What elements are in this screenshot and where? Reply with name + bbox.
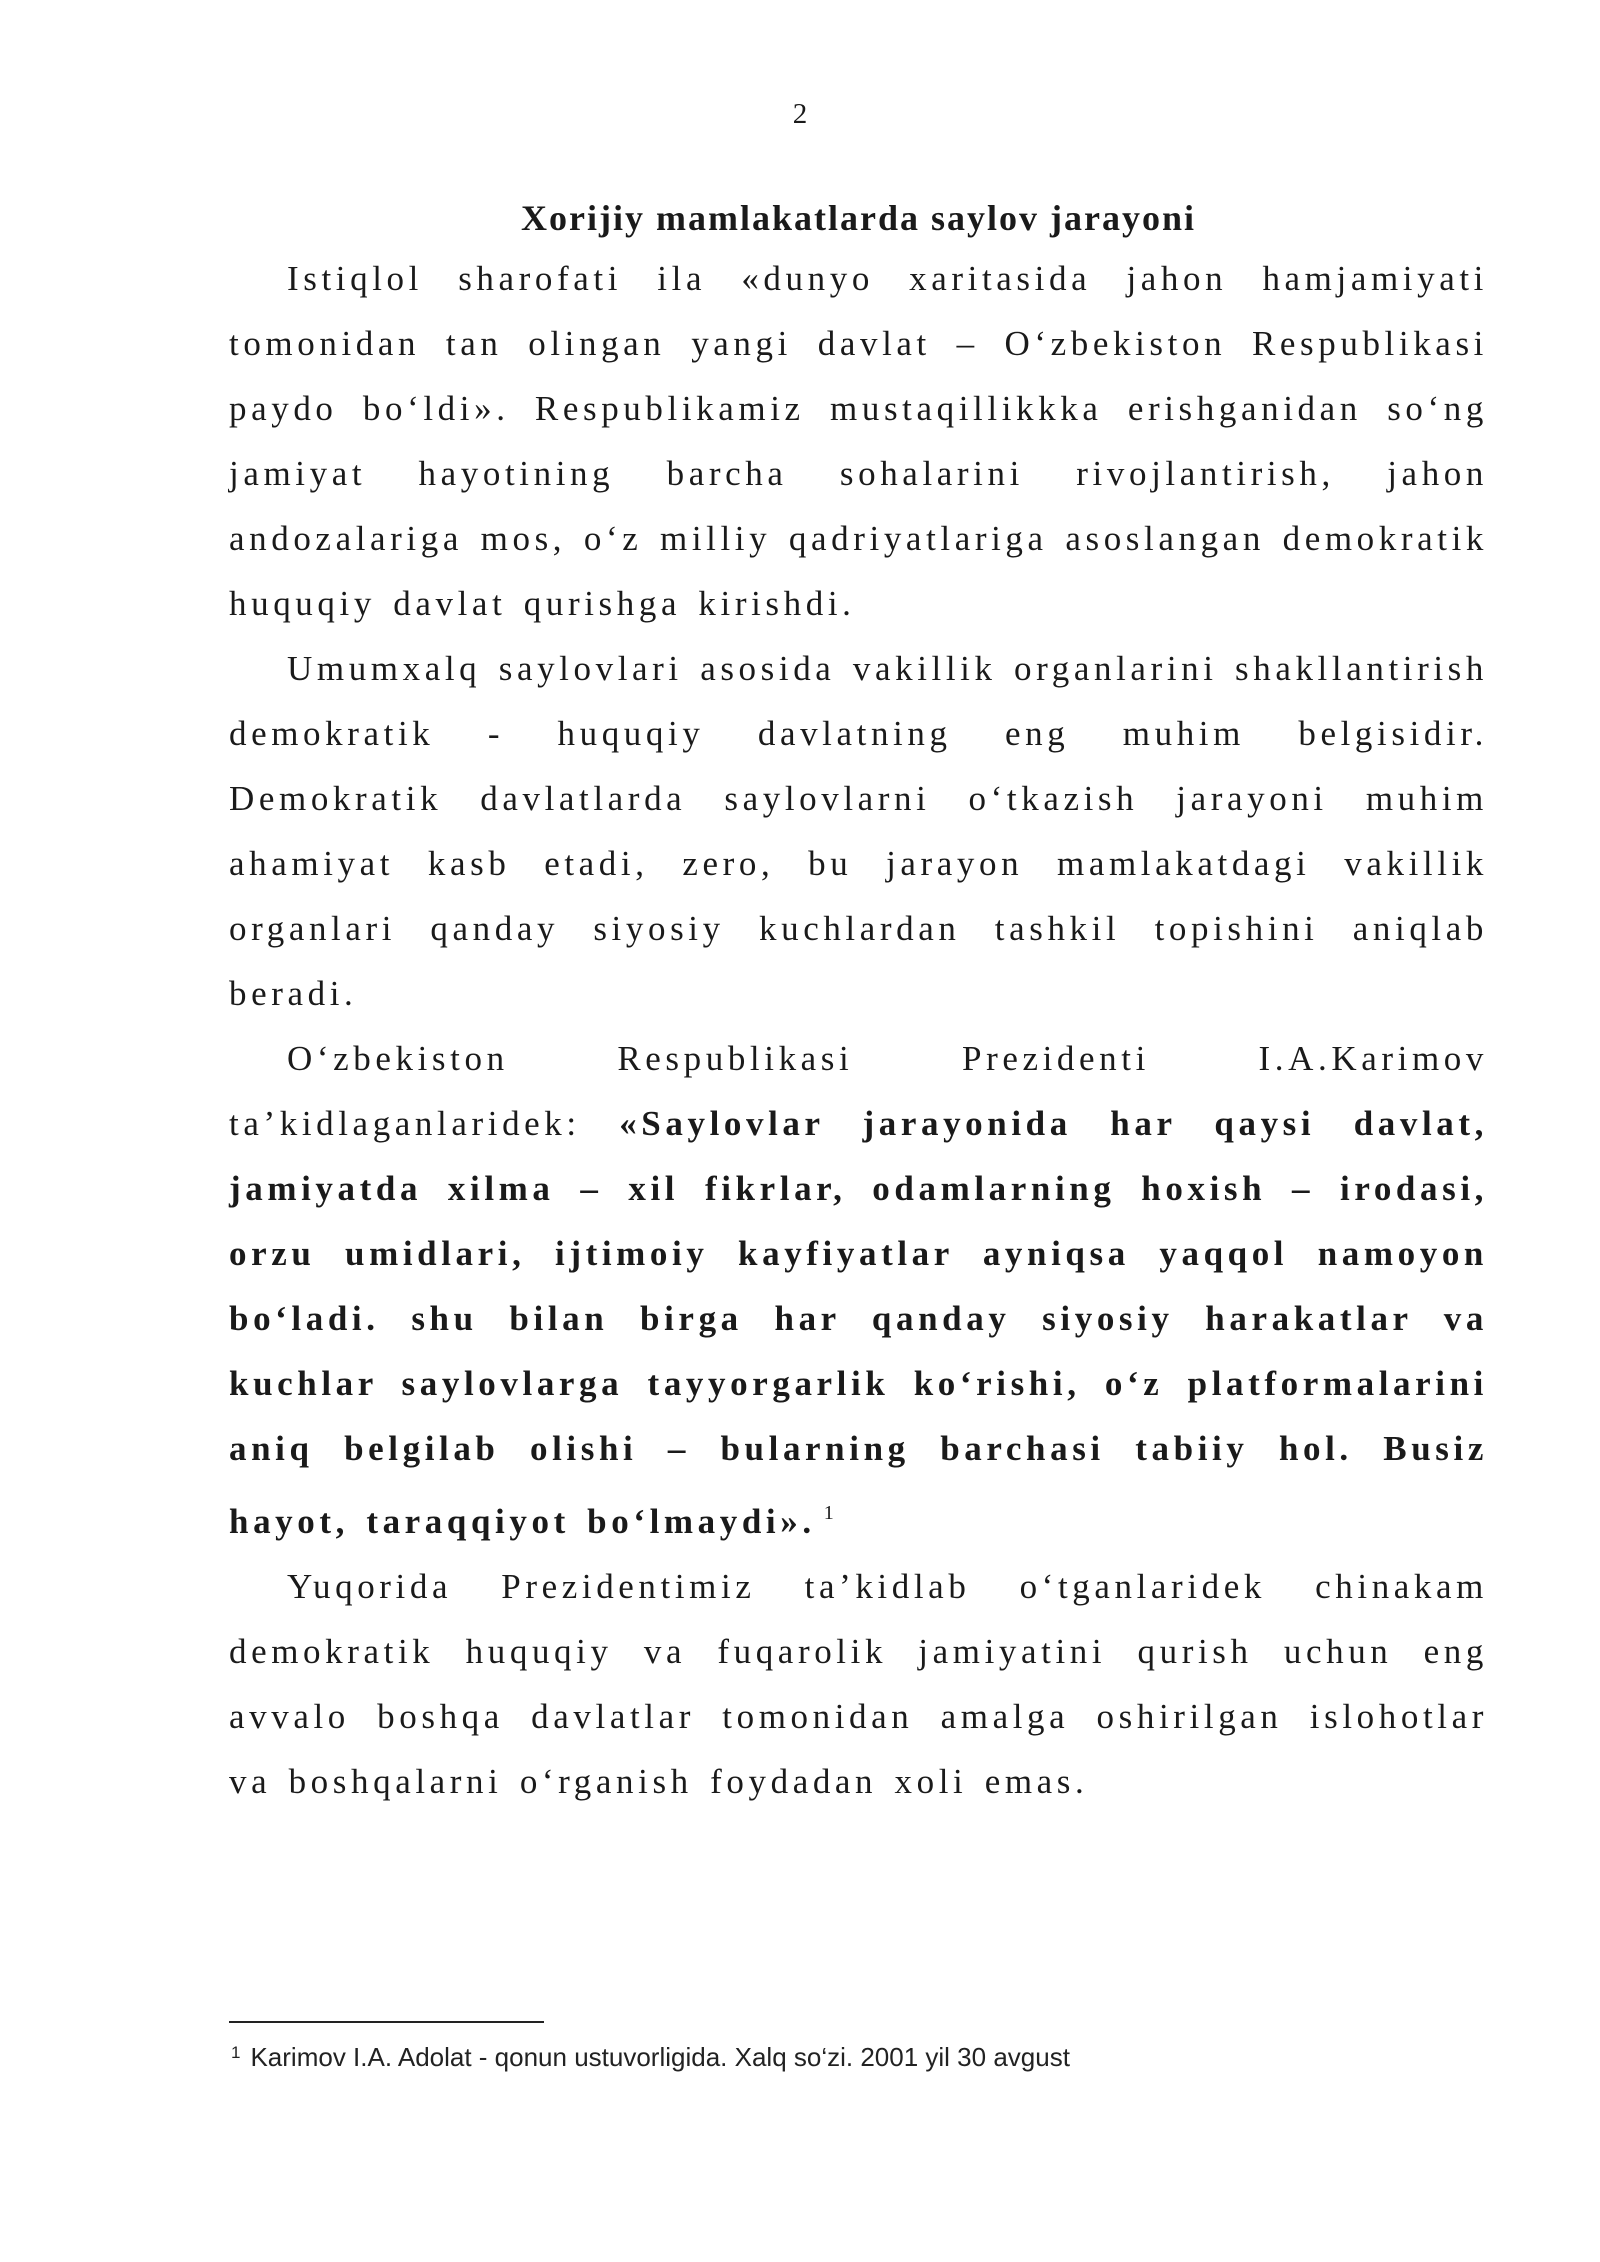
footnote-separator [229, 2021, 544, 2023]
paragraph-2: Umumxalq saylovlari asosida vakillik organlarini shakllantirish demokratik - huquqiy davlatning eng muhim belgisidir. Demokratik davlatlarda saylovlarni o‘tkazish jarayoni muhim ahamiyat kasb etadi, zero, bu jarayon mamlakatdagi vakillik organlari qanday siyosiy kuchlardan tashkil topishini aniqlab beradi. [229, 649, 1488, 1013]
footnote [231, 2036, 1481, 2074]
footnote-number: 1 [231, 2043, 241, 2062]
paragraph-3 [229, 1026, 1488, 1554]
paragraph-4: Yuqorida Prezidentimiz ta’kidlab o‘tganlaridek chinakam demokratik huquqiy va fuqarolik jamiyatini qurish uchun eng avvalo boshqa davlatlar tomonidan amalga oshirilgan islohotlar va boshqalarni o‘rganish foydadan xoli emas. [229, 1567, 1488, 1801]
document-body [229, 190, 1488, 1814]
footnote-reference: 1 [823, 1502, 834, 1524]
paragraph-1: Istiqlol sharofati ila «dunyo xaritasida jahon hamjamiyati tomonidan tan olingan yangi davlat – O‘zbekiston Respublikasi paydo bo‘ldi». Respublikamiz mustaqillikkka erishganidan so‘ng jamiyat hayotining barcha sohalarini rivojlantirish, jahon andozalariga mos, o‘z milliy qadriyatlariga asoslangan demokratik huquqiy davlat qurishga kirishdi. [229, 259, 1488, 623]
quote-intro: O‘zbekiston Respublikasi Prezidenti I.A.Karimov ta’kidlaganlaridek: [229, 1039, 1488, 1143]
document-title: Xorijiy mamlakatlarda saylov jarayoni [521, 198, 1196, 238]
page-number: 2 [792, 98, 808, 130]
footnote-text: Karimov I.A. Adolat - qonun ustuvorligida. Xalq so‘zi. 2001 yil 30 avgust [250, 2042, 1070, 2072]
president-quote: «Saylovlar jarayonida har qaysi davlat, jamiyatda xilma – xil fikrlar, odamlarning hoxish – irodasi, orzu umidlari, ijtimoiy kayfiyatlar ayniqsa yaqqol namoyon bo‘ladi. shu bilan birga har qanday siyosiy harakatlar va kuchlar saylovlarga tayyorgarlik ko‘rishi, o‘z platformalarini aniq belgilab olishi – bularning barchasi tabiiy hol. Busiz hayot, taraqqiyot bo‘lmaydi». [229, 1104, 1488, 1541]
